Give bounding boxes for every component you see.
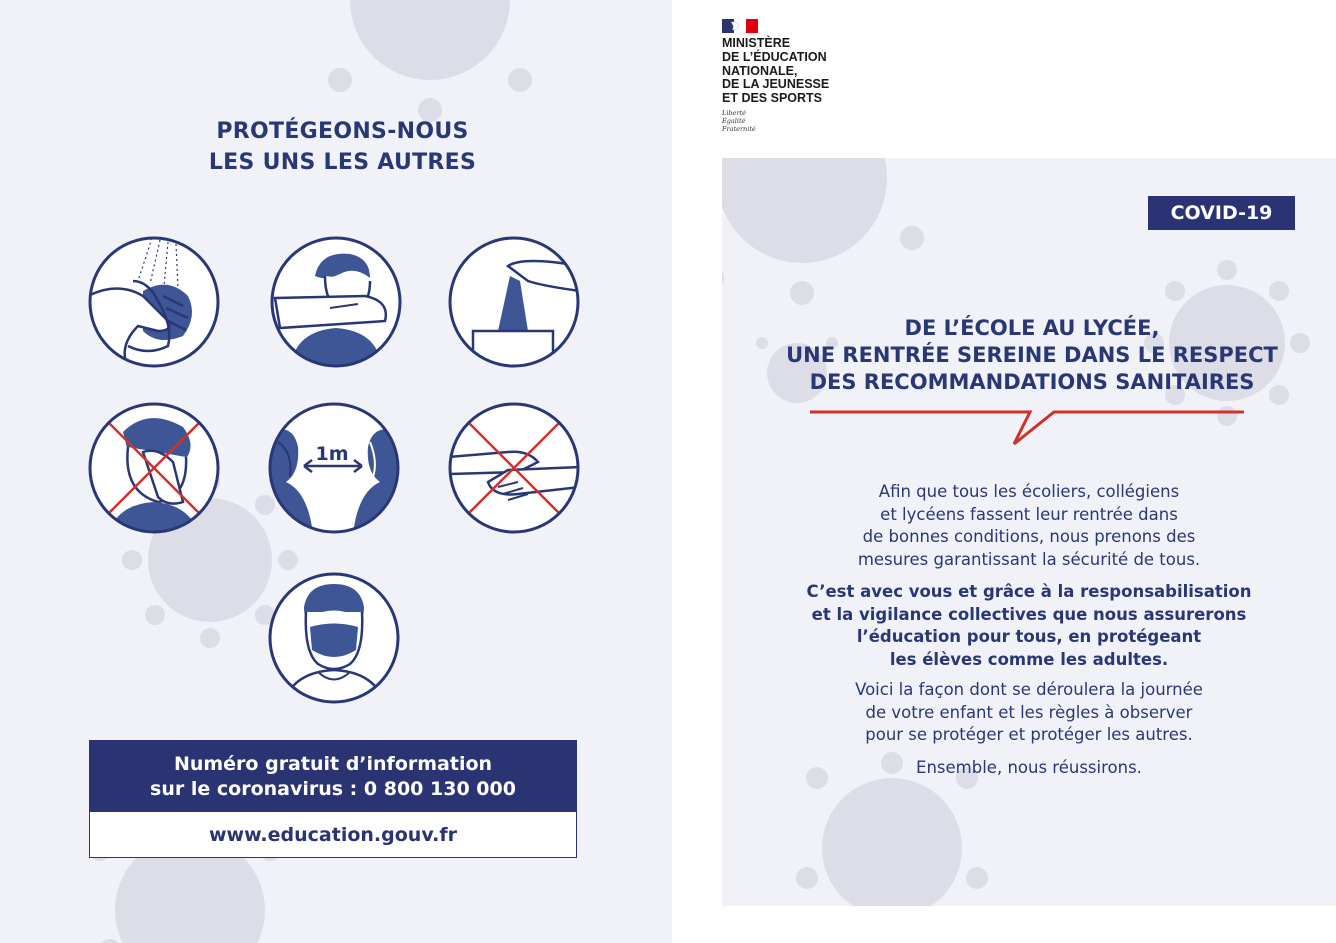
text-line: l’éducation pour tous, en protégeant (856, 627, 1202, 646)
motto-line: Liberté (722, 109, 746, 117)
details-paragraph (782, 679, 1276, 747)
disposable-tissue-icon (448, 236, 580, 368)
text-line: Afin que tous les écoliers, collégiens (878, 482, 1180, 501)
text-line: C’est avec vous et grâce à la responsabilisation (806, 582, 1252, 601)
closing-line: Ensemble, nous réussirons. (916, 758, 1142, 777)
distance-1m-icon (268, 402, 400, 534)
face-mask-icon (268, 572, 400, 704)
card-title-line: DE L’ÉCOLE AU LYCÉE, (904, 316, 1160, 340)
ministry-name (722, 37, 872, 106)
left-title (150, 116, 535, 178)
text-line: et lycéens fassent leur rentrée dans (880, 504, 1178, 524)
text-line: de votre enfant et les règles à observer (865, 702, 1193, 722)
speech-bubble-underline-icon (808, 404, 1248, 448)
card-title-line: DES RECOMMANDATIONS SANITAIRES (809, 370, 1255, 394)
marianne-flag-icon (722, 19, 758, 33)
info-card (722, 158, 1336, 906)
hand-washing-icon (88, 236, 220, 368)
left-title-line2: LES UNS LES AUTRES (208, 150, 477, 175)
text-line: mesures garantissant la sécurité de tous. (857, 549, 1201, 569)
motto-line: Fraternité (722, 125, 756, 134)
no-face-touching-icon (88, 402, 220, 534)
text-line: et la vigilance collectives que nous assurerons (811, 604, 1247, 624)
cough-in-elbow-icon (270, 236, 402, 368)
pictogram-tissue (448, 236, 580, 368)
hotline-line2: sur le coronavirus : 0 800 130 000 (150, 777, 516, 800)
distance-label: 1m (315, 443, 349, 465)
ministry-line: DE L’ÉDUCATION (722, 49, 827, 64)
pictogram-no-handshake (448, 402, 580, 534)
text-line: de bonnes conditions, nous prenons des (862, 527, 1196, 546)
hotline-banner (90, 741, 576, 812)
motto-line: Égalité (722, 117, 746, 126)
no-handshake-icon (448, 402, 580, 534)
card-title (752, 315, 1312, 396)
republic-motto (722, 109, 756, 134)
info-box (89, 740, 577, 858)
covid-badge: COVID-19 (1148, 196, 1295, 230)
virus-decoration-icon (722, 158, 962, 318)
card-title-line: UNE RENTRÉE SEREINE DANS LE RESPECT (786, 343, 1278, 367)
ministry-line: NATIONALE, (722, 63, 798, 78)
ministry-line: DE LA JEUNESSE (722, 77, 830, 92)
website-link[interactable]: www.education.gouv.fr (208, 823, 458, 846)
left-title-line1: PROTÉGEONS-NOUS (216, 119, 469, 144)
ministry-line: ET DES SPORTS (722, 91, 823, 106)
text-line: pour se protéger et protéger les autres. (865, 725, 1193, 744)
pictogram-face-mask (268, 572, 400, 704)
text-line: Voici la façon dont se déroulera la journée (855, 680, 1203, 699)
pictogram-distance (268, 402, 400, 534)
ministry-line: MINISTÈRE (722, 36, 791, 50)
hotline-line1: Numéro gratuit d’information (173, 752, 493, 775)
pictogram-hand-washing (88, 236, 220, 368)
virus-decoration-icon (300, 0, 560, 130)
pictogram-no-face-touching (88, 402, 220, 534)
text-line: les élèves comme les adultes. (889, 649, 1169, 669)
intro-paragraph (782, 481, 1276, 571)
pictogram-cough-elbow (270, 236, 402, 368)
emphasis-paragraph (782, 581, 1276, 671)
